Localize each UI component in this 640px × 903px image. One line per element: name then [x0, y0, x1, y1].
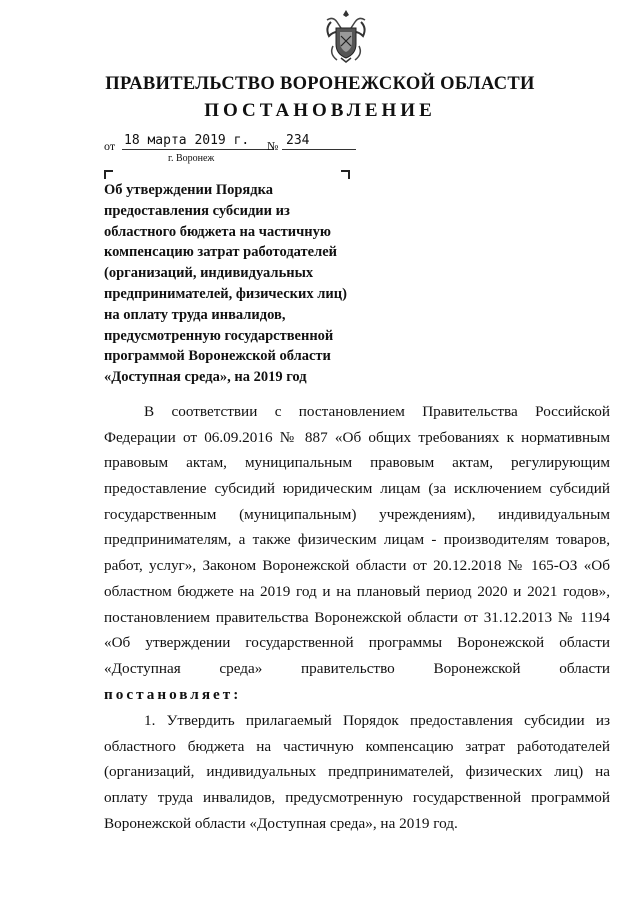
city-label: г. Воронеж: [168, 153, 215, 164]
body-line: постановлением правительства Воронежской области от 31.12.2013 № 1194: [104, 608, 610, 626]
title-line: предпринимателей, физических лиц): [104, 285, 347, 302]
body-line: В соответствии с постановлением Правительства Российской: [144, 403, 610, 420]
body-line: государственным (муниципальным) учреждениям), индивидуальным: [104, 505, 610, 523]
title-line: «Доступная среда», на 2019 год: [104, 369, 307, 386]
title-line: предоставления субсидии из: [104, 202, 290, 219]
body-line: «Доступная среда» правительство Воронежской области: [104, 659, 610, 677]
date-number-line: [104, 133, 364, 153]
document-number: 234: [282, 133, 356, 150]
body-line: областном бюджете на 2019 год и на плановый период 2020 и 2021 годов»,: [104, 582, 610, 600]
item-line: областного бюджета на частичную компенсацию затрат работодателей: [104, 737, 610, 755]
title-line: (организаций, индивидуальных: [104, 265, 314, 282]
preamble-paragraph: [104, 399, 610, 707]
title-line: компенсацию затрат работодателей: [104, 244, 338, 261]
body-line: предоставление субсидий юридическим лицам (за исключением субсидий: [104, 480, 610, 498]
title-line: программой Воронежской области: [104, 348, 331, 365]
organization-name: ПРАВИТЕЛЬСТВО ВОРОНЕЖСКОЙ ОБЛАСТИ: [105, 74, 535, 94]
body-line: предпринимателям, а также физическим лицам - производителям товаров,: [104, 531, 610, 549]
document-title: [104, 180, 404, 388]
resolves-word: [104, 682, 610, 708]
document-type: ПОСТАНОВЛЕНИЕ: [204, 100, 436, 121]
title-line: областного бюджета на частичную: [104, 223, 331, 240]
from-label: от: [104, 139, 116, 153]
item-line: оплату труда инвалидов, предусмотренную государственной программой: [104, 789, 610, 807]
title-line: на оплату труда инвалидов,: [104, 306, 286, 323]
title-corner-left: [104, 170, 113, 179]
body-line: «Об утверждении государственной программы Воронежской области: [104, 634, 610, 652]
item-line: Воронежской области «Доступная среда», на 2019 год.: [104, 814, 458, 832]
number-label: №: [267, 139, 279, 153]
item-line: (организаций, индивидуальных предпринимателей, физических лиц) на: [104, 763, 610, 781]
document-date: 18 марта 2019 г.: [122, 133, 274, 150]
title-line: предусмотренную государственной: [104, 327, 334, 344]
resolves-text: постановляет:: [104, 685, 242, 703]
body-line: работ, услуг», Законом Воронежской области от 20.12.2018 № 165-ОЗ «Об: [104, 557, 610, 575]
title-corner-right: [341, 170, 350, 179]
item-line: 1. Утвердить прилагаемый Порядок предоставления субсидии из: [144, 712, 610, 729]
item-1-paragraph: [104, 708, 610, 836]
coat-of-arms-emblem: [323, 8, 369, 64]
title-line: Об утверждении Порядка: [104, 182, 273, 198]
body-line: Федерации от 06.09.2016 № 887 «Об общих требованиях к нормативным: [104, 428, 610, 446]
body-line: правовым актам, муниципальным правовым актам, регулирующим: [104, 454, 610, 472]
